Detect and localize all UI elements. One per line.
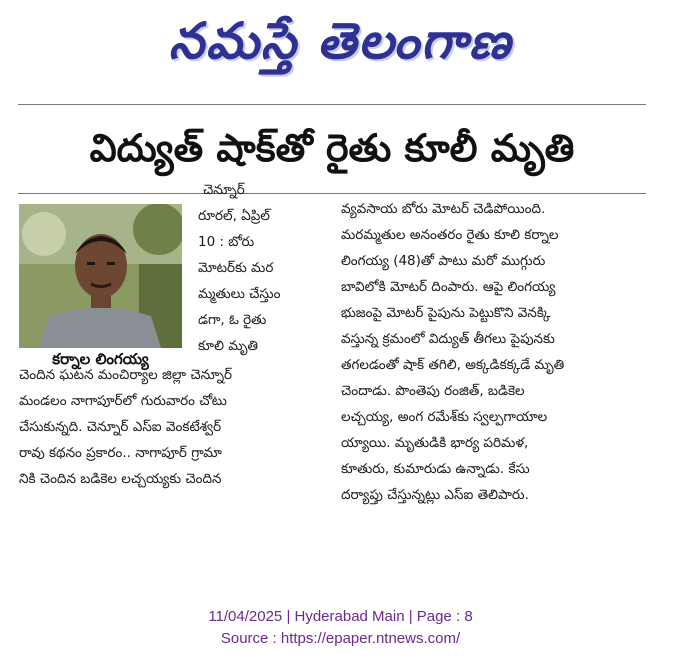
article-line: లచ్చయ్య, అంగ రమేశ్‌కు స్వల్పగాయాల <box>341 409 548 425</box>
article-line: 10 : బోరు <box>198 234 255 250</box>
article-line: చెందాడు. పొంతెపు రంజిత్, బడికెల <box>341 383 525 399</box>
article-line: తగలడంతో షాక్ తగిలి, అక్కడికక్కడే మృతి <box>341 357 565 373</box>
article-line: చెందిన ఘటన మంచిర్యాల జిల్లా చెన్నూర్ <box>19 367 233 383</box>
article-line: య్యాయి. మృతుడికి భార్య పరిమళ, <box>341 435 529 451</box>
article-line: భుజంపై మోటర్ పైపును పెట్టుకొని వెనక్కి <box>341 305 551 321</box>
headline-divider <box>18 193 646 194</box>
article-line: మరమ్మతుల అనంతరం రైతు కూలి కర్నాల <box>341 227 559 243</box>
article-headline: విద్యుత్ షాక్‌తో రైతు కూలీ మృతి <box>89 126 575 170</box>
article-line: కూతురు, కుమారుడు ఉన్నాడు. కేసు <box>341 461 530 477</box>
masthead-title: నమస్తే తెలంగాణ <box>168 11 513 70</box>
article-line: కూలి మృతి <box>198 338 258 354</box>
article-line: లింగయ్య (48)తో పాటు మరో ముగ్గురు <box>341 253 546 269</box>
article-line: మండలం నాగాపూర్‌లో గురువారం చోటు <box>19 393 227 409</box>
article-line: మ్మతులు చేస్తుం <box>198 286 281 302</box>
article-line: మోటర్‌కు మర <box>198 260 274 276</box>
newspaper-masthead <box>0 8 681 86</box>
footer-edition-info: 11/04/2025 | Hyderabad Main | Page : 8 <box>208 608 473 625</box>
footer-source-link[interactable]: Source : https://epaper.ntnews.com/ <box>220 630 461 647</box>
article-line: వ్యవసాయ బోరు మోటర్ చెడిపోయింది. <box>341 201 546 217</box>
photo-caption: కర్నాల లింగయ్య <box>52 350 149 368</box>
masthead-divider <box>18 104 646 105</box>
person-photo <box>19 204 182 348</box>
article-line: బావిలోకి మోటర్ దింపారు. ఆపై లింగయ్య <box>341 279 556 295</box>
article-line: చేసుకున్నది. చెన్నూర్ ఎస్ఐ వెంకటేశ్వర్ <box>19 419 222 435</box>
article-line: రావు కథనం ప్రకారం.. నాగాపూర్ గ్రామా <box>19 445 222 461</box>
article-line: నికి చెందిన బడికెల లచ్చయ్యకు చెందిన <box>19 471 222 487</box>
article-line: వస్తున్న క్రమంలో విద్యుత్ తీగలు పైపునకు <box>341 331 555 347</box>
article-line: దర్యాప్తు చేస్తున్నట్లు ఎస్ఐ తెలిపారు. <box>341 487 529 503</box>
article-line: చెన్నూర్ <box>203 182 245 198</box>
article-line: రూరల్, ఏప్రిల్ <box>198 208 270 224</box>
person-photo-drawing <box>19 204 182 348</box>
article-line: డగా, ఓ రైతు <box>198 312 267 328</box>
